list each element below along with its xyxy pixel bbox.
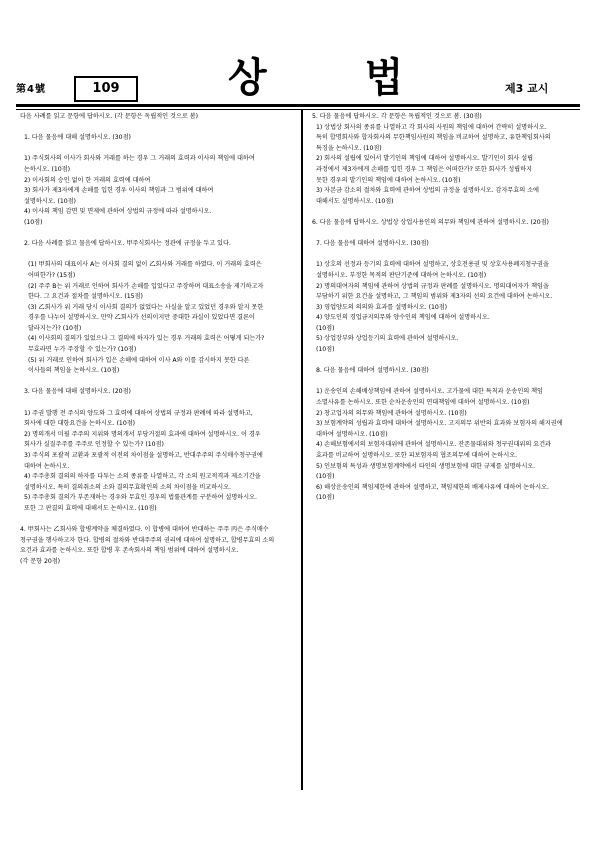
text-line: 4) 이사의 책임 감면 및 면제에 관하여 상법의 규정에 따라 설명하시오. [24,208,212,216]
text-line: 특징을 논하시오. (10점) [316,144,382,152]
text-line: 또한 그 판결의 효력에 대해서도 논하시오. (10점) [24,504,157,512]
header-rule-thin [16,109,580,110]
text-line: 3) 주식의 포괄적 교환과 포괄적 이전의 차이점을 설명하고, 반대주주의 주식매수청구권에 [24,452,263,459]
question-number-box: 109 [74,76,138,102]
text-line: 8. 다음 물음에 대하여 설명하시오. (30점) [316,367,429,375]
text-line: 효과를 비교하여 설명하시오. 또한 피보험자의 협조의무에 대하여 논하시오. [316,452,517,459]
session-label: 제3 교시 [505,82,549,95]
text-line: 회사에 대한 대항요건을 논하시오. (10점) [24,420,135,428]
spacer [312,250,578,261]
text-line: 2) 회사의 설립에 있어서 발기인의 책임에 대하여 설명하시오. 발기인이 회사 설립 [316,155,534,163]
text-line: 논하시오. (10점) [24,165,70,173]
text-line: 회사가 실질주주를 주주로 인정할 수 있는가? (10점) [24,441,164,449]
text-line: 1) 상법상 회사의 종류를 나열하고 각 회사의 사원의 책임에 대하여 간략히 설명하시오. [316,123,547,131]
text-line: 5) 주주총회 결의가 부존재하는 경우와 무효인 경우의 법률관계를 구분하여 설명하시오. [24,494,257,502]
text-line: (10점) [316,346,335,354]
spacer [312,229,578,240]
text-line: 6) 해상운송인의 책임제한에 관하여 설명하고, 책임제한의 배제사유에 대하여 논하시오. [316,483,549,491]
text-line: 대하여 설명하시오. (10점) [316,430,388,438]
text-line: 4) 손해보험에서의 보험자대위에 관하여 설명하시오. 잔존물대위와 청구권대위의 요건과 [316,441,551,449]
text-line: 1) 주식회사의 이사가 회사와 거래를 하는 경우 그 거래의 효력과 이사의 책임에 대하여 [24,155,255,163]
text-line: 2) 명의개서 미필 주주의 지위와 명의개서 부당거절의 효과에 대하여 설명하시오. 이 경우 [24,430,261,438]
text-line: (5) 위 거래로 인하여 회사가 입은 손해에 대하여 이사 A와 이를 감시하지 못한 다른 [28,356,250,364]
text-line: 무효라면 누가 주장할 수 있는가? (10점) [28,346,137,354]
spacer [20,144,292,155]
text-line: 3) 영업양도의 의의와 효과를 설명하시오. (10점) [316,303,448,311]
text-line: 7. 다음 물음에 대하여 설명하시오. (30점) [316,240,429,248]
text-line: 4) 주주총회 결의의 하자를 다투는 소의 종류를 나열하고, 각 소의 원고적격과 제소기간을 [24,473,261,481]
text-line: (10점) [316,494,335,502]
text-line: 다음 사례를 읽고 문항에 답하시오. (각 문항은 독립적인 것으로 봄) [20,113,199,120]
header-left-label: 第4號 [16,84,46,95]
text-line: 3) 자본금 감소의 절차와 효력에 관하여 상법의 규정을 설명하시오. 감자무효의 소에 [316,187,539,195]
page-title: 상 법 [228,54,446,101]
text-line: 2) 명의대여자의 책임에 관하여 상법의 규정과 판례를 설명하시오. 명의대여자가 책임을 [316,282,549,290]
spacer [20,123,292,134]
text-line: 대해서도 설명하시오. (10점) [316,197,394,205]
left-column [20,112,292,568]
text-line: 대하여 논하시오. [24,462,70,470]
column-divider [301,110,303,790]
text-line: 3) 보험계약의 성립과 효력에 대하여 설명하시오. 고지의무 위반의 효과와 보험자의 해지권에 [316,420,563,428]
spacer [20,398,292,409]
text-line: 5) 인보험의 특성과 생명보험계약에서 타인의 생명보험에 대한 규제를 설명하시오. [316,462,536,470]
spacer [312,356,578,367]
text-line: 1) 운송인의 손해배상책임에 관하여 설명하시오. 고가물에 대한 특칙과 운송인의 책임 [316,388,543,396]
text-line: (10점) [316,473,335,481]
spacer [20,515,292,526]
text-line: 설명하시오. (10점) [24,197,76,205]
text-line: (2) 주주 B는 위 거래로 인하여 회사가 손해를 입었다고 주장하며 대표소송을 제기하고자 [28,282,264,290]
text-line: 설명하시오. 특히 결의취소의 소와 결의무효확인의 소의 차이점을 비교하시오. [24,483,231,491]
text-line: (1) 甲회사의 대표이사 A는 이사회 결의 없이 乙회사와 거래를 하였다. 이 거래의 효력은 [28,261,262,269]
spacer [312,207,578,218]
text-line: 어떠한가? (15점) [28,271,76,279]
text-line: 6. 다음 물음에 답하시오. 상법상 상업사용인의 의무와 책임에 관하여 설명하시오. (20점) [312,218,549,226]
text-line: 부담하기 위한 요건을 설명하고, 그 책임의 범위와 제3자의 선의 요건에 대하여 논하시오. [316,293,553,301]
text-line: 5) 상업장부와 상업등기의 효력에 관하여 설명하시오. [316,335,459,343]
spacer [20,229,292,240]
text-line: 특히 합명회사와 합자회사의 무한책임사원의 책임을 비교하여 설명하고, 유한책임회사의 [316,134,551,142]
text-line: 4. 甲회사는 乙회사와 합병계약을 체결하였다. 이 합병에 대하여 반대하는 주주 丙은 주식매수 [20,526,269,534]
text-line: 경우를 나누어 설명하시오. 만약 乙회사가 선의이지만 중대한 과실이 있었다면 결론이 [28,314,255,322]
text-line: 1) 상호의 선정과 등기의 효력에 대하여 설명하고, 상호전용권 및 상호사용폐지청구권을 [316,261,549,269]
text-line: (4) 이사회의 결의가 있었으나 그 결의에 하자가 있는 경우 거래의 효력은 어떻게 되는가? [28,335,265,343]
text-line: 설명하시오. 부정한 목적의 판단기준에 대하여 논하시오. (10점) [316,271,487,279]
text-line: 3. 다음 물음에 대해 설명하시오. (20점) [24,388,131,396]
text-line: 못한 경우의 발기인의 책임에 대하여 논하시오. (10점) [316,176,461,184]
text-line: 과정에서 제3자에게 손해를 입힌 경우 그 책임은 어떠한가? 또한 회사가 성립하지 [316,165,532,173]
spacer [20,377,292,388]
spacer [312,377,578,388]
text-line: 요건과 효과를 논하시오. 또한 합병 후 존속회사의 책임 범위에 대하여 설명하시오. [20,547,239,555]
right-column [312,112,578,504]
text-line: 한다. 그 요건과 절차를 설명하시오. (15점) [28,293,143,301]
text-line: 2) 이사회의 승인 없이 한 거래의 효력에 대하여 [24,176,151,184]
text-line: 1) 주권 발행 전 주식의 양도와 그 효력에 대하여 상법의 규정과 판례에 따라 설명하고, [24,409,253,417]
text-line: (각 문항 20점) [20,557,61,565]
text-line: 청구권을 행사하고자 한다. 합병의 절차와 반대주주의 권리에 대하여 설명하고, 합병무효의 소의 [20,536,275,544]
text-line: 4) 양도인의 경업금지의무와 양수인의 책임에 대하여 설명하시오. [316,314,490,322]
text-line: (10점) [24,218,43,226]
spacer [20,250,292,261]
text-line: 5. 다음 물음에 답하시오. 각 문항은 독립적인 것으로 봄. (30점) [312,113,482,120]
text-line: (3) 乙회사가 위 거래 당시 이사회 결의가 없었다는 사실을 알고 있었던 경우와 알지 못한 [28,303,264,311]
text-line: 2. 다음 사례를 읽고 물음에 답하시오. 甲주식회사는 정관에 규정을 두고 있다. [24,240,231,248]
text-line: 달라지는가? (10점) [28,324,82,332]
text-line: 이사들의 책임을 논하시오. (10점) [28,367,120,375]
text-line: 3) 회사가 제3자에게 손해를 입힌 경우 이사의 책임과 그 범위에 대하여 [24,187,214,195]
text-line: 2) 창고업자의 의무와 책임에 관하여 설명하시오. (10점) [316,409,467,417]
header-rule-thick [16,104,580,107]
text-line: 소멸사유를 논하시오. 또한 순차운송인의 연대책임에 대하여 설명하시오. (10점) [316,399,530,407]
text-line: (10점) [316,324,335,332]
text-line: 1. 다음 물음에 대해 설명하시오. (30점) [24,134,131,142]
